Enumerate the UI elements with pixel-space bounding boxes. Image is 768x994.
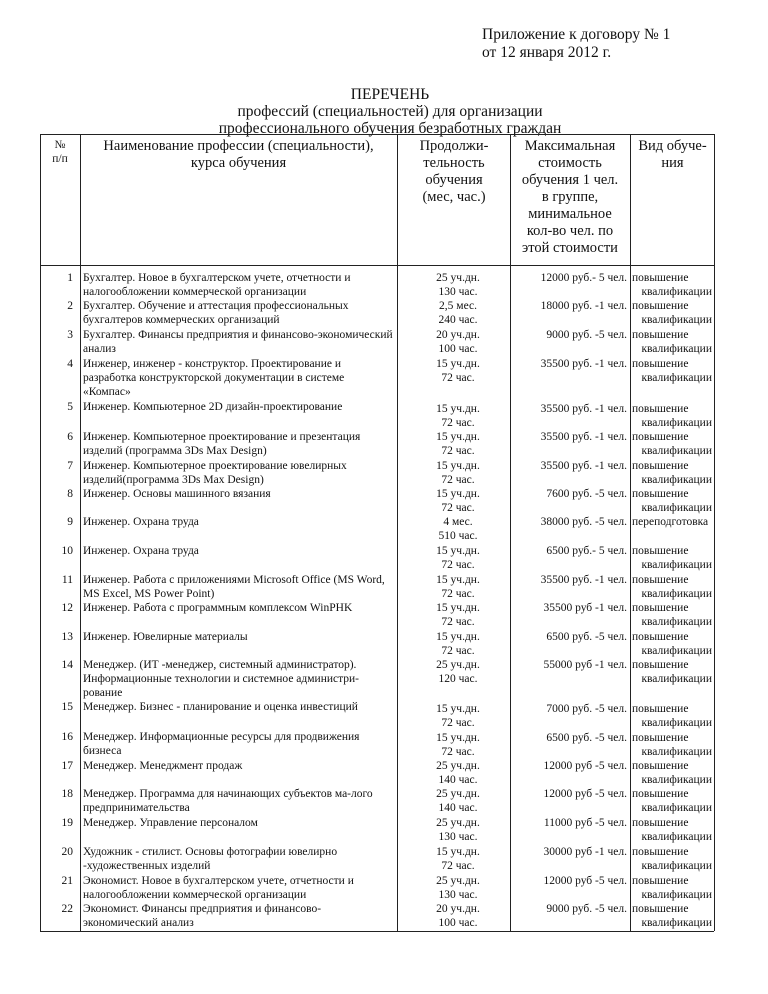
row-course-name: Инженер. Компьютерное проектирование и презентация изделий (программа 3Ds Max Design): [83, 431, 361, 457]
header-text: кол-во чел. по: [526, 223, 614, 239]
header-text: №: [54, 139, 66, 151]
row-duration: [413, 787, 503, 815]
column-border: [40, 134, 41, 931]
row-course-name: Менеджер. Менеджмент продаж: [83, 760, 243, 772]
row-number: 5: [67, 401, 73, 413]
row-number: 6: [67, 431, 73, 443]
row-course-name: Экономист. Финансы предприятия и финансово-экономический анализ: [83, 903, 322, 929]
row-cost: 9000 руб. -5 чел.: [546, 903, 627, 915]
duration-hours: 72 час.: [441, 559, 475, 571]
row-course-name: Инженер. Охрана труда: [83, 516, 199, 528]
row-cost: 35500 руб -1 чел.: [543, 602, 627, 614]
duration-hours: 140 час.: [438, 774, 478, 786]
header-text: п/п: [52, 153, 68, 165]
row-course-name: Инженер. Компьютерное проектирование ювелирных изделий(программа 3Ds Max Design): [83, 460, 347, 486]
header-text: обучения 1 чел.: [521, 172, 619, 188]
title-subline: профессионального обучения безработных граждан: [218, 120, 562, 137]
row-cost: 35500 руб. -1 чел.: [540, 460, 627, 472]
kind-line: повышение: [632, 903, 689, 915]
row-course-name: Бухгалтер. Финансы предприятия и финансово-экономический анализ: [83, 329, 393, 355]
kind-line: повышение: [632, 431, 689, 443]
row-training-kind: [632, 271, 712, 299]
title-word: ПЕРЕЧЕНЬ: [350, 86, 430, 103]
header-text: Максимальная: [524, 138, 616, 154]
row-duration: [413, 430, 503, 458]
duration-days: 15 уч.дн.: [436, 403, 480, 415]
kind-line: повышение: [632, 460, 689, 472]
row-duration: [413, 299, 503, 327]
row-course-name: Менеджер. Бизнес - планирование и оценка инвестиций: [83, 701, 358, 713]
duration-days: 4 мес.: [443, 516, 473, 528]
row-cost: 18000 руб. -1 чел.: [540, 300, 627, 312]
row-training-kind: [632, 402, 712, 430]
row-course-name: Экономист. Новое в бухгалтерском учете, отчетности и налогообложении коммерческой организации: [83, 875, 354, 901]
duration-days: 25 уч.дн.: [436, 875, 480, 887]
kind-line: квалификации: [641, 673, 712, 685]
row-training-kind: [632, 299, 712, 327]
row-number: 10: [61, 545, 73, 557]
kind-line: квалификации: [641, 588, 712, 600]
row-course-name: Инженер. Компьютерное 2D дизайн-проектирование: [83, 401, 343, 413]
header-text: стоимость: [538, 155, 602, 171]
duration-hours: 130 час.: [438, 831, 478, 843]
kind-line: повышение: [632, 574, 689, 586]
row-training-kind: [632, 787, 712, 815]
row-duration: [413, 601, 503, 629]
row-course-name: Художник - стилист. Основы фотографии ювелирно -художественных изделий: [83, 846, 338, 872]
header-text: этой стоимости: [522, 240, 618, 256]
row-cost: 30000 руб -1 чел.: [543, 846, 627, 858]
row-cost: 12000 руб -5 чел.: [543, 760, 627, 772]
duration-days: 15 уч.дн.: [436, 846, 480, 858]
row-course-name: Менеджер. Управление персоналом: [83, 817, 258, 829]
duration-days: 15 уч.дн.: [436, 602, 480, 614]
duration-hours: 72 час.: [441, 717, 475, 729]
row-cost: 7600 руб. -5 чел.: [546, 488, 627, 500]
duration-hours: 240 час.: [438, 314, 478, 326]
duration-days: 15 уч.дн.: [436, 732, 480, 744]
duration-hours: 130 час.: [438, 889, 478, 901]
row-training-kind: [632, 731, 712, 759]
row-cost: 12000 руб -5 чел.: [543, 788, 627, 800]
row-training-kind: [632, 759, 712, 787]
header-cost: [511, 138, 629, 257]
row-course-name: Инженер. Ювелирные материалы: [83, 631, 248, 643]
duration-days: 15 уч.дн.: [436, 431, 480, 443]
row-duration: [413, 357, 503, 385]
row-number: 14: [61, 659, 73, 671]
row-duration: [413, 573, 503, 601]
header-bottom-border: [40, 265, 714, 266]
appendix-date: от 12 января 2012 г.: [482, 44, 612, 61]
row-duration: [413, 816, 503, 844]
duration-hours: 72 час.: [441, 502, 475, 514]
row-number: 2: [67, 300, 73, 312]
duration-hours: 130 час.: [438, 286, 478, 298]
kind-line: повышение: [632, 817, 689, 829]
kind-line: квалификации: [641, 343, 712, 355]
kind-line: квалификации: [641, 917, 712, 929]
row-cost: 12000 руб.- 5 чел.: [540, 272, 627, 284]
row-training-kind: [632, 702, 712, 730]
header-text: минимальное: [528, 206, 612, 222]
kind-line: повышение: [632, 272, 689, 284]
row-duration: [413, 731, 503, 759]
kind-line: квалификации: [641, 746, 712, 758]
row-number: 7: [67, 460, 73, 472]
header-kind: [631, 138, 714, 172]
kind-line: повышение: [632, 875, 689, 887]
column-border: [80, 134, 81, 931]
row-number: 21: [61, 875, 73, 887]
kind-line: квалификации: [641, 774, 712, 786]
kind-line: квалификации: [641, 502, 712, 514]
duration-hours: 72 час.: [441, 445, 475, 457]
row-number: 16: [61, 731, 73, 743]
row-number: 13: [61, 631, 73, 643]
title-subline: профессий (специальностей) для организации: [237, 103, 543, 120]
duration-hours: 510 час.: [438, 530, 478, 542]
row-duration: [413, 902, 503, 930]
row-training-kind: [632, 544, 712, 572]
row-course-name: Инженер. Основы машинного вязания: [83, 488, 271, 500]
kind-line: квалификации: [641, 286, 712, 298]
row-training-kind: [632, 601, 712, 629]
duration-hours: 100 час.: [438, 917, 478, 929]
duration-hours: 72 час.: [441, 417, 475, 429]
row-cost: 38000 руб. -5 чел.: [540, 516, 627, 528]
kind-line: повышение: [632, 358, 689, 370]
kind-line: повышение: [632, 732, 689, 744]
row-training-kind: [632, 357, 712, 385]
header-text: (мес, час.): [422, 189, 486, 205]
row-training-kind: [632, 874, 712, 902]
kind-line: квалификации: [641, 717, 712, 729]
document-title: [120, 86, 660, 137]
row-cost: 7000 руб. -5 чел.: [546, 703, 627, 715]
row-number: 17: [61, 760, 73, 772]
kind-line: повышение: [632, 602, 689, 614]
row-cost: 55000 руб -1 чел.: [543, 659, 627, 671]
row-training-kind: [632, 630, 712, 658]
row-course-name: Менеджер. (ИТ -менеджер, системный администратор). Информационные технологии и системное администри-рование: [83, 659, 360, 699]
duration-days: 2,5 мес.: [439, 300, 477, 312]
row-number: 11: [61, 574, 73, 586]
row-cost: 12000 руб -5 чел.: [543, 875, 627, 887]
kind-line: квалификации: [641, 559, 712, 571]
header-text: ния: [661, 155, 684, 171]
duration-days: 15 уч.дн.: [436, 545, 480, 557]
row-duration: [413, 402, 503, 430]
header-text: Продолжи-: [419, 138, 489, 154]
duration-days: 25 уч.дн.: [436, 272, 480, 284]
row-training-kind: [632, 328, 712, 356]
duration-hours: 72 час.: [441, 616, 475, 628]
row-training-kind: [632, 459, 712, 487]
row-course-name: Бухгалтер. Обучение и аттестация профессиональных бухгалтеров коммерческих организаций: [83, 300, 349, 326]
duration-hours: 72 час.: [441, 588, 475, 600]
table-bottom-border: [40, 931, 714, 932]
header-name: [82, 138, 395, 172]
row-cost: 6500 руб.- 5 чел.: [546, 545, 627, 557]
row-course-name: Бухгалтер. Новое в бухгалтерском учете, отчетности и налогообложении коммерческой организации: [83, 272, 351, 298]
column-border: [397, 134, 398, 931]
row-course-name: Инженер. Работа с программным комплексом WinPHK: [83, 602, 353, 614]
duration-hours: 72 час.: [441, 474, 475, 486]
row-cost: 6500 руб. -5 чел.: [546, 732, 627, 744]
header-text: курса обучения: [190, 155, 287, 171]
kind-line: квалификации: [641, 314, 712, 326]
kind-line: квалификации: [641, 417, 712, 429]
duration-hours: 72 час.: [441, 860, 475, 872]
kind-line: повышение: [632, 300, 689, 312]
kind-line: квалификации: [641, 474, 712, 486]
column-border: [630, 134, 631, 931]
row-duration: [413, 874, 503, 902]
kind-line: квалификации: [641, 831, 712, 843]
row-course-name: Менеджер. Информационные ресурсы для продвижения бизнеса: [83, 731, 360, 757]
header-number: [40, 138, 80, 166]
kind-line: квалификации: [641, 445, 712, 457]
row-number: 15: [61, 701, 73, 713]
kind-line: квалификации: [641, 889, 712, 901]
duration-hours: 140 час.: [438, 802, 478, 814]
duration-days: 15 уч.дн.: [436, 703, 480, 715]
kind-line: повышение: [632, 403, 689, 415]
row-number: 18: [61, 788, 73, 800]
row-training-kind: [632, 515, 712, 529]
row-duration: [413, 515, 503, 543]
row-duration: [413, 845, 503, 873]
duration-days: 25 уч.дн.: [436, 760, 480, 772]
kind-line: повышение: [632, 760, 689, 772]
duration-days: 15 уч.дн.: [436, 488, 480, 500]
header-text: Наименование профессии (специальности),: [103, 138, 374, 154]
row-training-kind: [632, 430, 712, 458]
kind-line: квалификации: [641, 616, 712, 628]
kind-line: квалификации: [641, 645, 712, 657]
row-cost: 9000 руб. -5 чел.: [546, 329, 627, 341]
duration-days: 15 уч.дн.: [436, 358, 480, 370]
row-number: 8: [67, 488, 73, 500]
row-duration: [413, 702, 503, 730]
row-course-name: Инженер, инженер - конструктор. Проектирование и разработка конструкторской документации в системе «Компас»: [83, 358, 345, 398]
header-text: тельность: [423, 155, 485, 171]
duration-hours: 72 час.: [441, 746, 475, 758]
row-duration: [413, 544, 503, 572]
appendix-line: Приложение к договору № 1: [482, 26, 671, 43]
row-duration: [413, 459, 503, 487]
kind-line: повышение: [632, 846, 689, 858]
row-training-kind: [632, 902, 712, 930]
row-cost: 35500 руб. -1 чел.: [540, 574, 627, 586]
row-duration: [413, 630, 503, 658]
row-cost: 6500 руб. -5 чел.: [546, 631, 627, 643]
kind-line: квалификации: [641, 860, 712, 872]
row-number: 19: [61, 817, 73, 829]
row-duration: [413, 271, 503, 299]
kind-line: повышение: [632, 659, 689, 671]
row-number: 20: [61, 846, 73, 858]
duration-hours: 120 час.: [438, 673, 478, 685]
duration-hours: 72 час.: [441, 645, 475, 657]
duration-days: 20 уч.дн.: [436, 329, 480, 341]
row-number: 22: [61, 903, 73, 915]
row-number: 1: [67, 272, 73, 284]
duration-days: 15 уч.дн.: [436, 460, 480, 472]
row-cost: 35500 руб. -1 чел.: [540, 431, 627, 443]
row-training-kind: [632, 816, 712, 844]
row-duration: [413, 759, 503, 787]
row-course-name: Менеджер. Программа для начинающих субъектов ма-лого предпринимательства: [83, 788, 373, 814]
header-duration: [399, 138, 509, 206]
header-text: Вид обуче-: [638, 138, 707, 154]
row-training-kind: [632, 487, 712, 515]
duration-days: 25 уч.дн.: [436, 788, 480, 800]
header-text: обучения: [425, 172, 483, 188]
kind-line: повышение: [632, 545, 689, 557]
row-training-kind: [632, 573, 712, 601]
kind-line: переподготовка: [632, 516, 709, 528]
kind-line: повышение: [632, 631, 689, 643]
duration-days: 20 уч.дн.: [436, 903, 480, 915]
kind-line: повышение: [632, 788, 689, 800]
row-cost: 35500 руб. -1 чел.: [540, 403, 627, 415]
row-cost: 35500 руб. -1 чел.: [540, 358, 627, 370]
kind-line: квалификации: [641, 372, 712, 384]
row-training-kind: [632, 845, 712, 873]
table-top-border: [40, 134, 714, 135]
header-text: в группе,: [541, 189, 599, 205]
column-border: [714, 134, 715, 931]
kind-line: квалификации: [641, 802, 712, 814]
kind-line: повышение: [632, 329, 689, 341]
row-duration: [413, 658, 503, 686]
kind-line: повышение: [632, 703, 689, 715]
row-duration: [413, 487, 503, 515]
duration-days: 15 уч.дн.: [436, 574, 480, 586]
row-number: 12: [61, 602, 73, 614]
row-number: 9: [67, 516, 73, 528]
duration-hours: 72 час.: [441, 372, 475, 384]
kind-line: повышение: [632, 488, 689, 500]
row-number: 4: [67, 358, 73, 370]
duration-days: 25 уч.дн.: [436, 817, 480, 829]
row-course-name: Инженер. Охрана труда: [83, 545, 199, 557]
duration-hours: 100 час.: [438, 343, 478, 355]
row-course-name: Инженер. Работа с приложениями Microsoft Office (MS Word, MS Excel, MS Power Point): [83, 574, 385, 600]
duration-days: 25 уч.дн.: [436, 659, 480, 671]
appendix-note: [482, 26, 670, 62]
row-training-kind: [632, 658, 712, 686]
row-number: 3: [67, 329, 73, 341]
duration-days: 15 уч.дн.: [436, 631, 480, 643]
row-duration: [413, 328, 503, 356]
row-cost: 11000 руб -5 чел.: [543, 817, 627, 829]
